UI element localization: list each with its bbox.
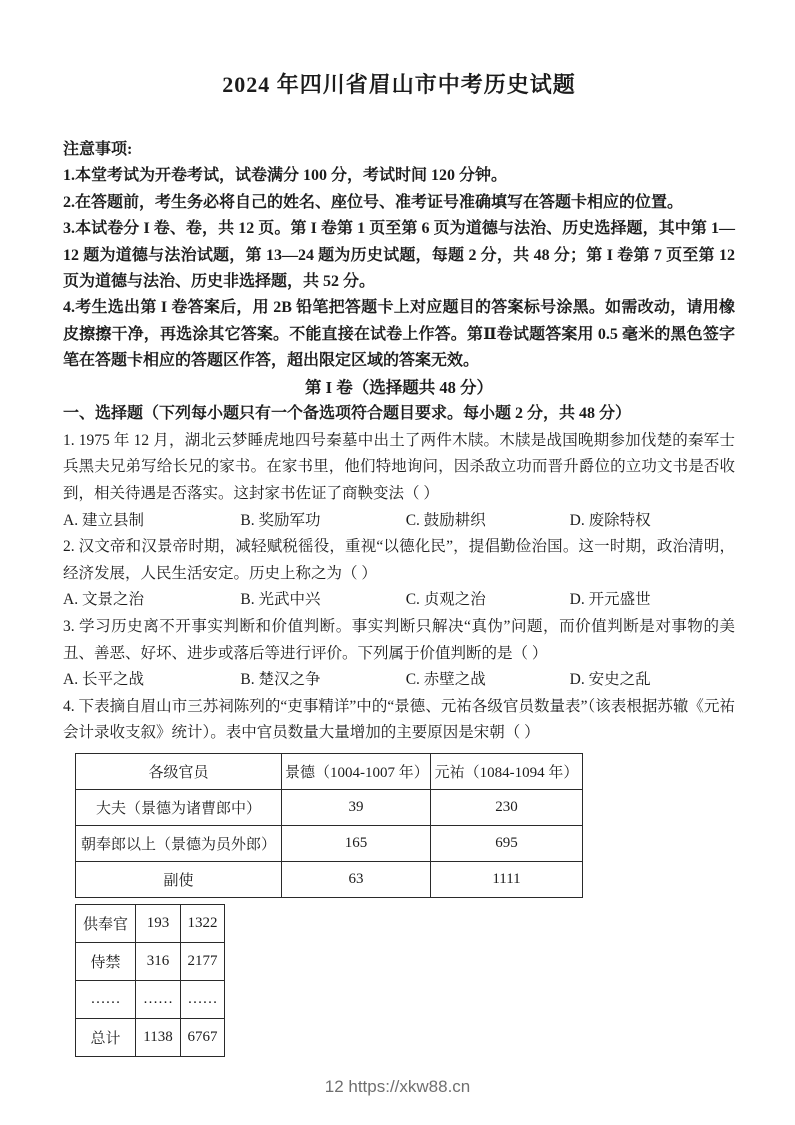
question-1 xyxy=(63,428,735,534)
notice-item-4: 4.考生选出第 I 卷答案后，用 2B 铅笔把答题卡上对应题目的答案标号涂黑。如需改动，请用橡皮擦擦干净，再选涂其它答案。不能直接在试卷上作答。第Ⅱ卷试题答案用 0.5 毫米的黑色签字笔在答题卡相应的答题区作答，超出限定区域的答案无效。 xyxy=(63,299,735,370)
table-cell: …… xyxy=(181,980,225,1018)
table-cell: …… xyxy=(76,980,136,1018)
question-2-options xyxy=(63,587,735,614)
table-cell: 1111 xyxy=(431,861,583,897)
table-cell: 1322 xyxy=(181,904,225,942)
question-2-option-d: D. 开元盛世 xyxy=(569,591,651,609)
question-3-stem: 3. 学习历史离不开事实判断和价值判断。事实判断只解决“真伪”问题，而价值判断是对事物的美丑、善恶、好坏、进步或落后等进行评价。下列属于价值判断的是（ ） xyxy=(63,618,735,662)
officials-count-table-continuation xyxy=(75,904,225,1057)
table-row xyxy=(76,1018,225,1056)
question-1-option-a: A. 建立县制 xyxy=(63,511,144,529)
table-cell: 大夫（景德为诸曹郎中） xyxy=(76,789,282,825)
question-4 xyxy=(63,694,735,1057)
footer-page-number-and-url: 12 https://xkw88.cn xyxy=(324,1077,471,1096)
question-3 xyxy=(63,614,735,694)
question-3-option-b: B. 楚汉之争 xyxy=(240,671,321,689)
table-row xyxy=(76,980,225,1018)
question-1-option-b: B. 奖励军功 xyxy=(240,511,321,529)
table-header-yuanyou: 元祐（1084-1094 年） xyxy=(431,753,583,789)
table-cell: 316 xyxy=(136,942,181,980)
table-cell: 193 xyxy=(136,904,181,942)
table-cell: 2177 xyxy=(181,942,225,980)
table-cell: 230 xyxy=(431,789,583,825)
table-row xyxy=(76,942,225,980)
notice-section-label: 注意事项: xyxy=(63,141,133,158)
question-1-option-c: C. 鼓励耕织 xyxy=(405,511,486,529)
question-3-option-d: D. 安史之乱 xyxy=(569,671,651,689)
table-row xyxy=(76,825,583,861)
table-header-officials: 各级官员 xyxy=(76,753,282,789)
table-row xyxy=(76,904,225,942)
part-1-heading: 第 I 卷（选择题共 48 分） xyxy=(305,377,493,397)
question-2-stem: 2. 汉文帝和汉景帝时期，减轻赋税徭役，重视“以德化民”，提倡勤俭治国。这一时期，政治清明，经济发展，人民生活安定。历史上称之为（ ） xyxy=(63,538,735,582)
question-1-options xyxy=(63,508,735,535)
question-3-option-c: C. 赤壁之战 xyxy=(405,671,486,689)
question-4-stem: 4. 下表摘自眉山市三苏祠陈列的“吏事精详”中的“景德、元祐各级官员数量表”（该表根据苏辙《元祐会计录收支叙》统计）。表中官员数量大量增加的主要原因是宋朝（ ） xyxy=(63,697,735,742)
table-cell: 朝奉郎以上（景德为员外郎） xyxy=(76,825,282,861)
question-3-options xyxy=(63,667,735,694)
question-2 xyxy=(63,534,735,614)
question-3-option-a: A. 长平之战 xyxy=(63,671,144,689)
table-cell: 39 xyxy=(282,789,431,825)
question-2-option-c: C. 贞观之治 xyxy=(405,591,486,609)
table-cell: 695 xyxy=(431,825,583,861)
table-row xyxy=(76,789,583,825)
page-title: 2024 年四川省眉山市中考历史试题 xyxy=(222,72,576,97)
question-1-stem: 1. 1975 年 12 月，湖北云梦睡虎地四号秦墓中出土了两件木牍。木牍是战国晚期参加伐楚的秦军士兵黑夫兄弟写给长兄的家书。在家书里，他们特地询问，因杀敌立功而晋升爵位的立功文书是否收到，相关待遇是否落实。这封家书佐证了商鞅变法（ ） xyxy=(63,431,735,503)
table-row xyxy=(76,861,583,897)
table-cell: 副使 xyxy=(76,861,282,897)
table-cell: 侍禁 xyxy=(76,942,136,980)
table-cell: 6767 xyxy=(181,1018,225,1056)
question-2-option-b: B. 光武中兴 xyxy=(240,591,321,609)
table-cell: 165 xyxy=(282,825,431,861)
multiple-choice-section-heading: 一、选择题（下列每小题只有一个备选项符合题目要求。每小题 2 分，共 48 分） xyxy=(63,405,632,423)
table-cell: 总计 xyxy=(76,1018,136,1056)
notice-item-3: 3.本试卷分 I 卷、卷，共 12 页。第 I 卷第 1 页至第 6 页为道德与法治、历史选择题，其中第 1—12 题为道德与法治试题，第 13—24 题为历史试题，每题 2 分，共 48 分；第 I 卷第 7 页至第 12 页为道德与法治、历史非选择题，共 52 分。 xyxy=(63,220,735,291)
notice-item-2: 2.在答题前，考生务必将自己的姓名、座位号、准考证号准确填写在答题卡相应的位置。 xyxy=(63,193,684,211)
table-header-jingde: 景德（1004-1007 年） xyxy=(282,753,431,789)
table-cell: 1138 xyxy=(136,1018,181,1056)
table-cell: 63 xyxy=(282,861,431,897)
notice-item-1: 1.本堂考试为开卷考试，试卷满分 100 分，考试时间 120 分钟。 xyxy=(63,167,508,185)
question-2-option-a: A. 文景之治 xyxy=(63,591,144,609)
officials-count-table xyxy=(75,753,583,898)
question-1-option-d: D. 废除特权 xyxy=(569,511,651,529)
table-cell: …… xyxy=(136,980,181,1018)
table-header-row xyxy=(76,753,583,789)
table-cell: 供奉官 xyxy=(76,904,136,942)
